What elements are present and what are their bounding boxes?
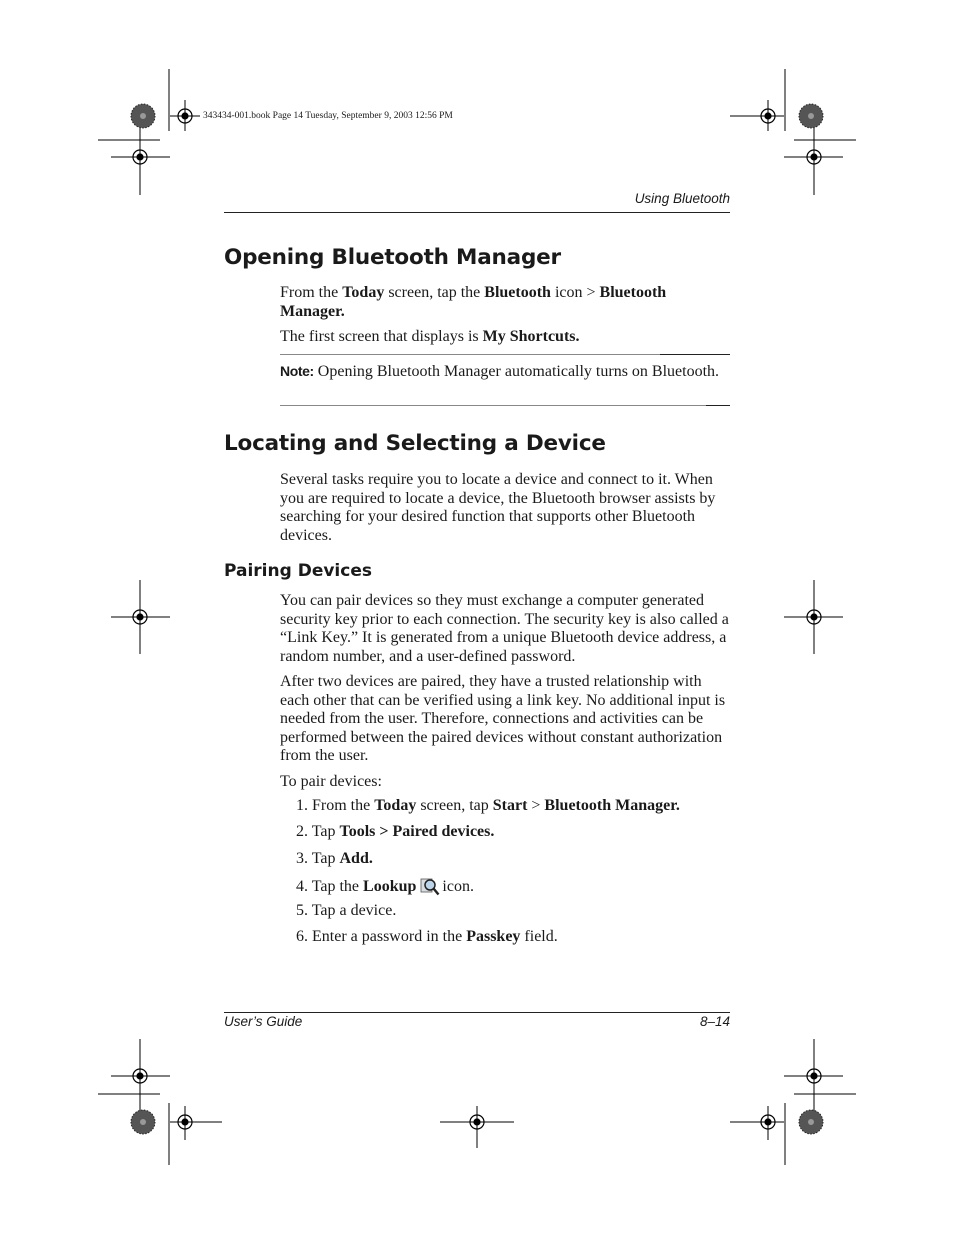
note-bottom-rule — [280, 405, 730, 406]
list-item: 6. Enter a password in the Passkey field. — [296, 928, 558, 946]
footer-guide-title: User’s Guide — [224, 1014, 303, 1029]
note-bottom-rule-accent — [706, 405, 730, 406]
paragraph-pairing-intro: You can pair devices so they must exchange a computer generated security key prior to each connection. The security key is also called a “Link Key.” It is generated from a unique Bluetooth device address, a random number, and a user-defined password. — [280, 592, 729, 665]
heading-pairing-devices: Pairing Devices — [224, 561, 372, 581]
paragraph-open-instructions: From the Today screen, tap the Bluetooth icon > Bluetooth Manager. — [280, 284, 667, 320]
pairing-steps-list — [280, 797, 680, 955]
list-item: 3. Tap Add. — [296, 849, 373, 867]
paragraph-locating-device: Several tasks require you to locate a device and connect to it. When you are required to locate a device, the Bluetooth browser assists by searching for your desired function that supports other Bluetooth devices. — [280, 471, 716, 544]
list-item: 1. From the Today screen, tap Start > Bluetooth Manager. — [296, 797, 680, 814]
paragraph-to-pair: To pair devices: — [280, 773, 382, 790]
registration-starburst-icon — [131, 104, 155, 128]
book-slug: 343434-001.book Page 14 Tuesday, September 9, 2003 12:56 PM — [203, 111, 453, 121]
registration-starburst-icon — [799, 104, 823, 128]
paragraph-paired-relationship: After two devices are paired, they have a trusted relationship with each other that can be verified using a link key. No additional input is needed from the user. Therefore, connections and activities can be performed between the paired devices without constant authorization from the user. — [280, 673, 726, 764]
header-rule — [224, 212, 730, 213]
note-paragraph: Note: Opening Bluetooth Manager automatically turns on Bluetooth. — [280, 363, 720, 380]
list-item: 4. Tap the Lookup icon. — [296, 877, 474, 895]
running-header: Using Bluetooth — [634, 191, 730, 206]
paragraph-first-screen: The first screen that displays is My Shortcuts. — [280, 328, 580, 345]
page-number: 8–14 — [699, 1014, 730, 1029]
registration-starburst-icon — [799, 1110, 823, 1134]
heading-locating-selecting-device: Locating and Selecting a Device — [224, 431, 606, 456]
list-item: 5. Tap a device. — [296, 902, 397, 920]
footer-rule — [224, 1012, 730, 1013]
list-item: 2. Tap Tools > Paired devices. — [296, 823, 495, 841]
heading-opening-bluetooth-manager: Opening Bluetooth Manager — [224, 245, 561, 270]
note-top-rule-accent — [660, 354, 730, 355]
registration-starburst-icon — [131, 1110, 155, 1134]
note-label: Note: — [280, 363, 314, 379]
lookup-magnifier-icon — [420, 876, 440, 896]
